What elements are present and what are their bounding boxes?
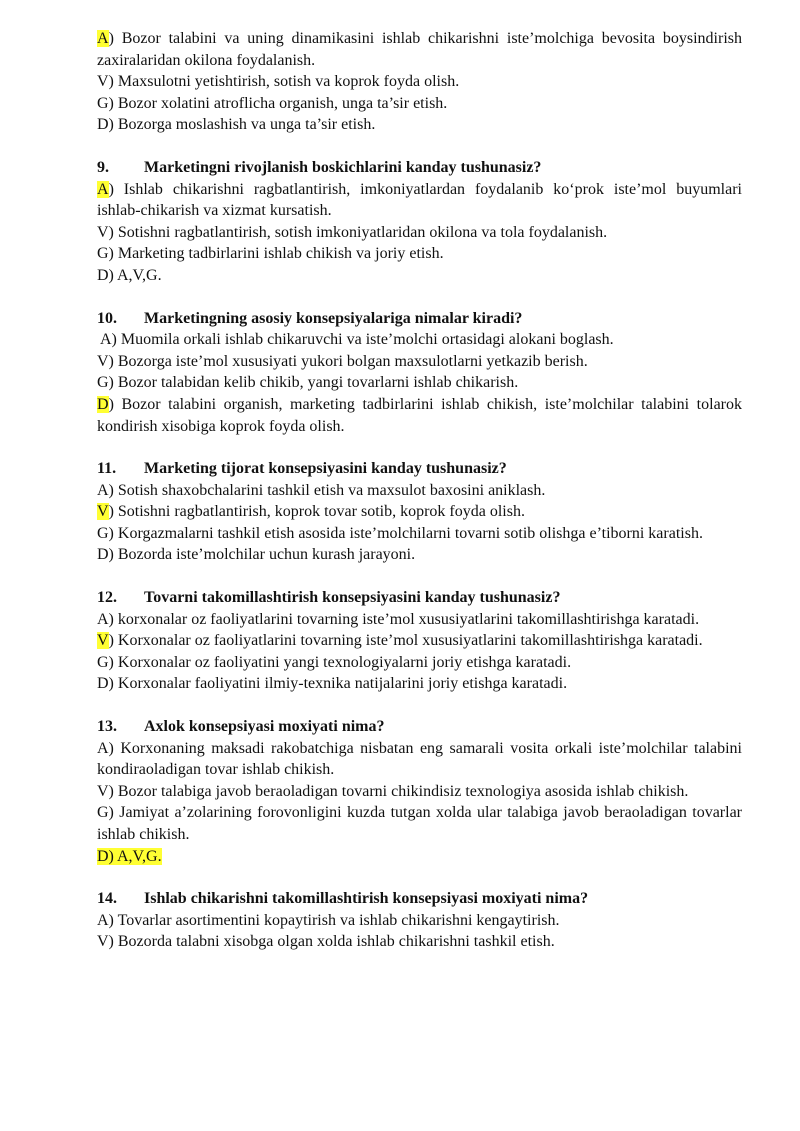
question-number: 12. — [97, 589, 117, 607]
question-title — [97, 308, 742, 330]
answer-option — [97, 781, 742, 803]
answer-text: G) Korxonalar oz faoliyatini yangi texnologiyalarni joriy etishga karatadi. — [97, 653, 572, 671]
answer-option — [97, 28, 742, 71]
answer-option — [97, 673, 742, 695]
answer-option — [97, 802, 742, 845]
answer-text: G) Bozor xolatini atroflicha organish, unga ta’sir etish. — [97, 94, 448, 112]
question-title — [97, 157, 742, 179]
question-block — [97, 458, 742, 566]
answer-option — [97, 372, 742, 394]
question-block — [97, 716, 742, 867]
answer-text: ) Bozor talabini organish, marketing tadbirlarini ishlab chikish, iste’molchilar talabini tolarok kondirish xisobiga koprok foyda olish. — [97, 395, 742, 435]
question-title — [97, 888, 742, 910]
answer-text: ) Korxonalar oz faoliyatlarini tovarning iste’mol xususiyatlarini takomillashtirishga karatadi. — [108, 632, 703, 650]
answer-option — [97, 501, 742, 523]
question-block — [97, 28, 742, 136]
answer-option — [97, 394, 742, 437]
answer-text: D) Bozorga moslashish va unga ta’sir etish. — [97, 116, 376, 134]
answer-letter-highlighted: D — [97, 395, 109, 413]
answer-text: V) Bozorda talabni xisobga olgan xolda ishlab chikarishni tashkil etish. — [97, 933, 555, 951]
answer-option — [97, 630, 742, 652]
answer-text: A) Sotish shaxobchalarini tashkil etish va maxsulot baxosini aniklash. — [97, 481, 546, 499]
answer-text-highlighted: D) A,V,G. — [97, 847, 162, 865]
question-text: Tovarni takomillashtirish konsepsiyasini kanday tushunasiz? — [144, 589, 561, 607]
answer-letter-highlighted: V — [97, 632, 109, 650]
answer-text: V) Maxsulotni yetishtirish, sotish va koprok foyda olish. — [97, 73, 460, 91]
answer-text: G) Bozor talabidan kelib chikib, yangi tovarlarni ishlab chikarish. — [97, 374, 519, 392]
answer-option — [97, 243, 742, 265]
question-text: Axlok konsepsiyasi moxiyati nima? — [144, 718, 385, 736]
answer-letter-highlighted: A — [97, 180, 109, 198]
question-number: 14. — [97, 890, 117, 908]
answer-option — [97, 222, 742, 244]
answer-option — [97, 93, 742, 115]
answer-option — [97, 846, 742, 868]
question-text: Marketing tijorat konsepsiyasini kanday tushunasiz? — [144, 460, 507, 478]
question-block — [97, 888, 742, 953]
answer-option — [97, 480, 742, 502]
answer-option — [97, 910, 742, 932]
question-text: Marketingni rivojlanish boskichlarini kanday tushunasiz? — [144, 158, 542, 176]
answer-text: D) Bozorda iste’molchilar uchun kurash jarayoni. — [97, 546, 416, 564]
answer-option — [97, 329, 742, 351]
answer-option — [97, 114, 742, 136]
answer-option — [97, 652, 742, 674]
answer-text: G) Korgazmalarni tashkil etish asosida iste’molchilarni tovarni sotib olishga e’tiborni karatish. — [97, 524, 703, 542]
answer-text: G) Jamiyat a’zolarining forovonligini kuzda tutgan xolda ular talabiga javob beraoladigan tovarlar ishlab chikish. — [97, 804, 742, 843]
answer-text: A) Muomila orkali ishlab chikaruvchi va iste’molchi ortasidagi alokani boglash. — [100, 331, 614, 349]
question-title — [97, 458, 742, 480]
answer-option — [97, 351, 742, 373]
answer-option — [97, 523, 742, 545]
question-text: Ishlab chikarishni takomillashtirish konsepsiyasi moxiyati nima? — [144, 890, 589, 908]
answer-text: ) Bozor talabini va uning dinamikasini ishlab chikarishni iste’molchiga bevosita boysindirish zaxiralaridan okilona foydalanish. — [97, 30, 742, 69]
question-number: 9. — [97, 158, 109, 176]
answer-text: V) Bozorga iste’mol xususiyati yukori bolgan maxsulotlarni yetkazib berish. — [97, 352, 588, 370]
answer-option — [97, 71, 742, 93]
answer-text: A) korxonalar oz faoliyatlarini tovarning iste’mol xususiyatlarini takomillashtirishga karatadi. — [97, 610, 700, 628]
question-block — [97, 308, 742, 438]
answer-text: A) Korxonaning maksadi rakobatchiga nisbatan eng samarali vosita orkali iste’molchilar talabini kondiraoladigan tovar ishlab chikish. — [97, 739, 742, 779]
answer-text: V) Sotishni ragbatlantirish, sotish imkoniyatlaridan okilona va tola foydalanish. — [97, 223, 608, 241]
answer-letter-highlighted: A — [97, 30, 109, 47]
answer-text: A) Tovarlar asortimentini kopaytirish va ishlab chikarishni kengaytirish. — [97, 911, 560, 929]
answer-option — [97, 738, 742, 781]
answer-text: ) Ishlab chikarishni ragbatlantirish, imkoniyatlardan foydalanib ko‘prok iste’mol buyumlari ishlab-chikarish va xizmat kursatish. — [97, 180, 742, 220]
answer-option — [97, 609, 742, 631]
answer-text: D) Korxonalar faoliyatini ilmiy-texnika natijalarini joriy etishga karatadi. — [97, 675, 568, 693]
answer-option — [97, 931, 742, 953]
answer-text: ) Sotishni ragbatlantirish, koprok tovar sotib, koprok foyda olish. — [108, 503, 525, 521]
question-number: 13. — [97, 718, 117, 736]
question-number: 11. — [97, 460, 117, 478]
answer-option — [97, 265, 742, 287]
question-title — [97, 716, 742, 738]
question-block — [97, 157, 742, 287]
answer-option — [97, 544, 742, 566]
question-number: 10. — [97, 309, 117, 327]
answer-text: D) A,V,G. — [97, 266, 162, 284]
answer-letter-highlighted: V — [97, 503, 109, 521]
answer-text: V) Bozor talabiga javob beraoladigan tovarni chikindisiz texnologiya asosida ishlab chikish. — [97, 782, 689, 800]
answer-text: G) Marketing tadbirlarini ishlab chikish va joriy etish. — [97, 245, 444, 263]
question-title — [97, 587, 742, 609]
answer-option — [97, 179, 742, 222]
question-block — [97, 587, 742, 695]
question-text: Marketingning asosiy konsepsiyalariga nimalar kiradi? — [144, 309, 523, 327]
